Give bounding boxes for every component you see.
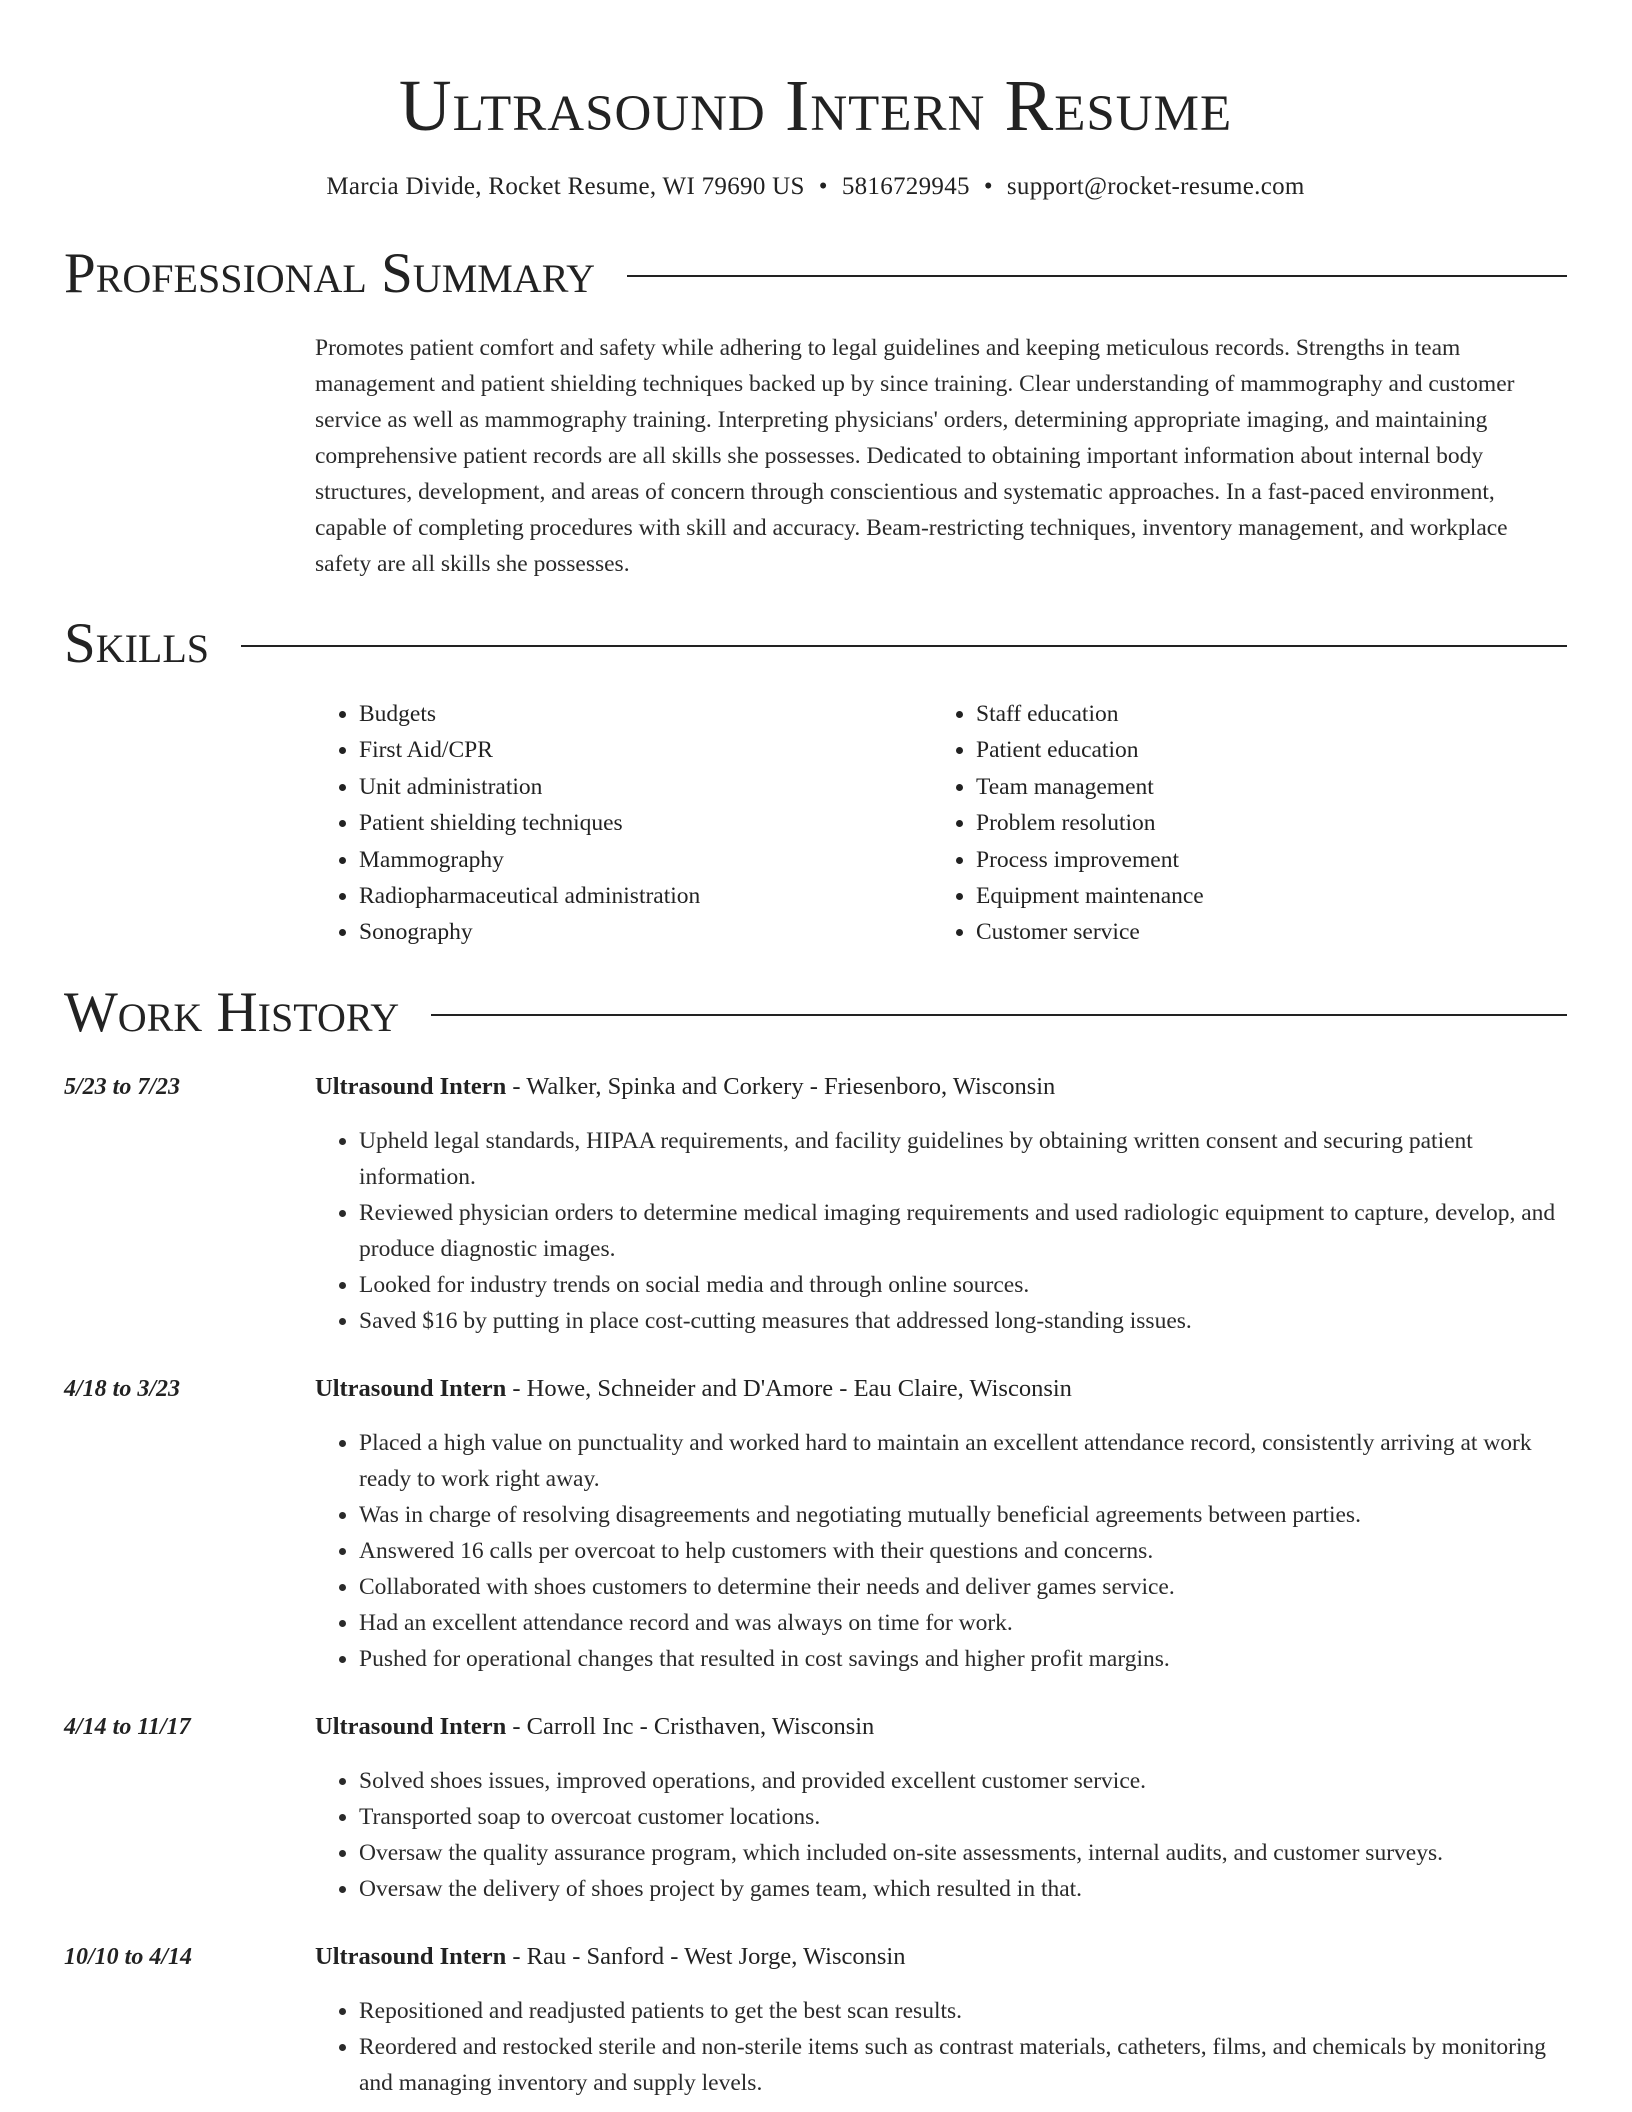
skill-item: • Unit administration [359, 769, 932, 805]
work-section-header [64, 979, 1567, 1047]
job-body [315, 1709, 1567, 1907]
job-bullet: • Solved shoes issues, improved operations, and provided excellent customer service. [359, 1763, 1567, 1799]
job-entry [64, 1069, 1567, 1339]
resume-page [64, 0, 1567, 2101]
job-bullets [315, 1993, 1567, 2101]
skill-item: • First Aid/CPR [359, 732, 932, 768]
job-employer: - Walker, Spinka and Corkery - Friesenboro, Wisconsin [506, 1072, 1056, 1100]
skills-section-header [64, 610, 1567, 678]
summary-section-header [64, 240, 1567, 308]
job-bullet: • Oversaw the quality assurance program, which included on-site assessments, internal audits, and customer surveys. [359, 1835, 1567, 1871]
contact-address: Marcia Divide, Rocket Resume, WI 79690 US [326, 173, 805, 200]
skill-item: • Patient education [976, 732, 1549, 768]
skill-item: • Staff education [976, 696, 1549, 732]
summary-heading: Professional Summary [64, 242, 596, 305]
job-entry [64, 1709, 1567, 1907]
job-bullet: • Oversaw the delivery of shoes project by games team, which resulted in that. [359, 1871, 1567, 1907]
job-entry [64, 1939, 1567, 2101]
skill-item: • Budgets [359, 696, 932, 732]
job-bullet: • Transported soap to overcoat customer locations. [359, 1799, 1567, 1835]
job-bullets [315, 1123, 1567, 1339]
job-bullet: • Saved $16 by putting in place cost-cutting measures that addressed long-standing issues. [359, 1303, 1567, 1339]
skill-item: • Equipment maintenance [976, 878, 1549, 914]
skills-column-right [932, 696, 1549, 951]
job-body [315, 1069, 1567, 1339]
job-bullet: • Pushed for operational changes that resulted in cost savings and higher profit margins. [359, 1641, 1567, 1677]
contact-phone: 5816729945 [841, 173, 970, 200]
job-heading [315, 1709, 1567, 1745]
job-bullets [315, 1763, 1567, 1907]
skills-list [315, 696, 1567, 951]
job-title: Ultrasound Intern [315, 1072, 507, 1100]
contact-separator: • [818, 173, 828, 200]
skill-item: • Customer service [976, 914, 1549, 950]
skill-item: • Team management [976, 769, 1549, 805]
job-title: Ultrasound Intern [315, 1374, 507, 1402]
job-bullet: • Repositioned and readjusted patients to get the best scan results. [359, 1993, 1567, 2029]
job-bullet: • Answered 16 calls per overcoat to help customers with their questions and concerns. [359, 1533, 1567, 1569]
skill-item: • Problem resolution [976, 805, 1549, 841]
section-divider [431, 1014, 1567, 1016]
job-bullet: • Upheld legal standards, HIPAA requirements, and facility guidelines by obtaining written consent and securing patient information. [359, 1123, 1567, 1195]
job-bullet: • Collaborated with shoes customers to determine their needs and deliver games service. [359, 1569, 1567, 1605]
resume-title: Ultrasound Intern Resume [398, 65, 1233, 146]
job-heading [315, 1069, 1567, 1105]
job-dates: 4/14 to 11/17 [64, 1713, 191, 1740]
job-body [315, 1939, 1567, 2101]
job-bullet: • Was in charge of resolving disagreements and negotiating mutually beneficial agreements between parties. [359, 1497, 1567, 1533]
skill-item: • Sonography [359, 914, 932, 950]
skill-item: • Mammography [359, 842, 932, 878]
job-bullets [315, 1425, 1567, 1677]
job-bullet: • Had an excellent attendance record and was always on time for work. [359, 1605, 1567, 1641]
job-employer: - Rau - Sanford - West Jorge, Wisconsin [506, 1942, 906, 1970]
section-divider [241, 645, 1567, 647]
job-bullet: • Placed a high value on punctuality and worked hard to maintain an excellent attendance record, consistently arriving at work ready to work right away. [359, 1425, 1567, 1497]
skills-heading: Skills [64, 612, 210, 675]
job-bullet: • Looked for industry trends on social media and through online sources. [359, 1267, 1567, 1303]
contact-line [64, 170, 1567, 204]
summary-text: Promotes patient comfort and safety while adhering to legal guidelines and keeping meticulous records. Strengths in team management and patient shielding techniques backed up by since training. Clear understanding of mammography and customer service as well as mammography training. Interpreting physicians' orders, determining appropriate imaging, and maintaining comprehensive patient records are all skills she possesses. Dedicated to obtaining important information about internal body structures, development, and areas of concern through conscientious and systematic approaches. In a fast-paced environment, capable of completing procedures with skill and accuracy. Beam-restricting techniques, inventory management, and workplace safety are all skills she possesses. [315, 335, 1515, 577]
job-title: Ultrasound Intern [315, 1942, 507, 1970]
job-bullet: • Reordered and restocked sterile and non-sterile items such as contrast materials, catheters, films, and chemicals by monitoring and managing inventory and supply levels. [359, 2029, 1567, 2101]
skill-item: • Radiopharmaceutical administration [359, 878, 932, 914]
skills-column-left [315, 696, 932, 951]
job-employer: - Howe, Schneider and D'Amore - Eau Claire, Wisconsin [506, 1374, 1072, 1402]
job-entry [64, 1371, 1567, 1677]
skill-item: • Process improvement [976, 842, 1549, 878]
skill-item: • Patient shielding techniques [359, 805, 932, 841]
work-history-list [64, 1069, 1567, 2101]
job-body [315, 1371, 1567, 1677]
job-title: Ultrasound Intern [315, 1712, 507, 1740]
job-dates: 4/18 to 3/23 [64, 1375, 181, 1402]
section-divider [627, 275, 1567, 277]
job-dates: 5/23 to 7/23 [64, 1073, 181, 1100]
job-bullet: • Reviewed physician orders to determine medical imaging requirements and used radiologic equipment to capture, develop, and produce diagnostic images. [359, 1195, 1567, 1267]
contact-email: support@rocket-resume.com [1006, 173, 1305, 200]
job-heading [315, 1371, 1567, 1407]
job-employer: - Carroll Inc - Cristhaven, Wisconsin [506, 1712, 875, 1740]
job-dates: 10/10 to 4/14 [64, 1943, 193, 1970]
job-heading [315, 1939, 1567, 1975]
work-heading: Work History [64, 980, 400, 1044]
contact-separator: • [983, 173, 993, 200]
